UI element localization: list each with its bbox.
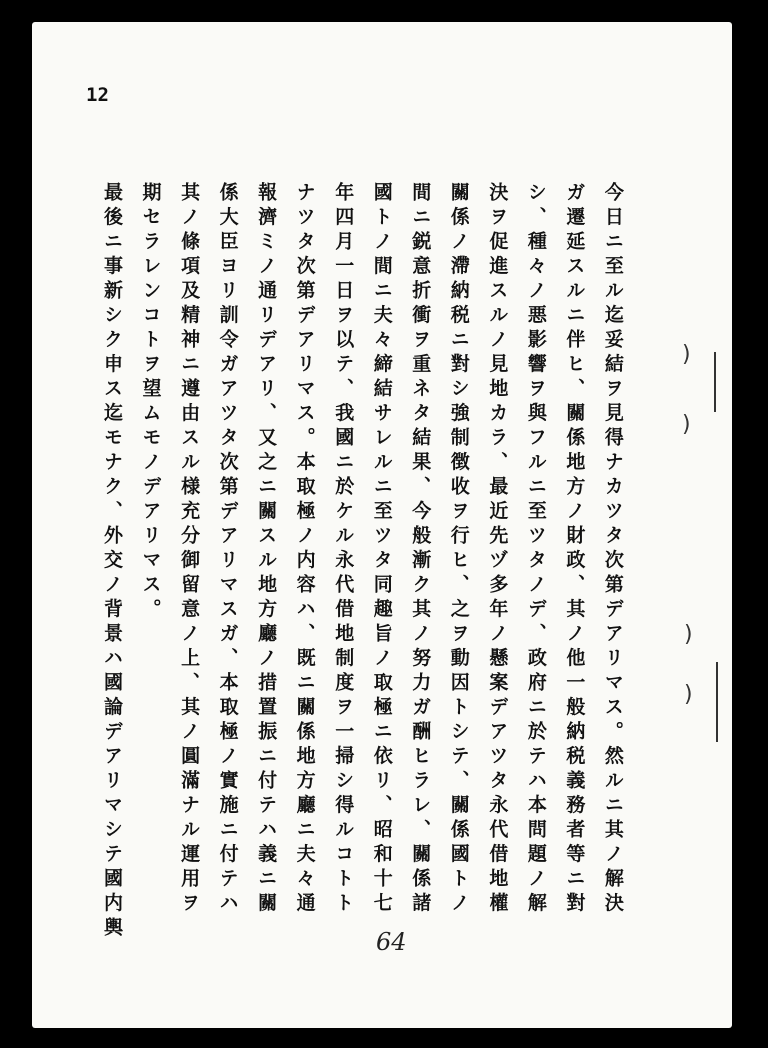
text-column: 期セラレンコトヲ望ムモノデアリマス。	[139, 182, 162, 623]
text-column: 係大臣ヨリ訓令ガアツタ次第デアリマスガ、本取極ノ實施ニ付テハ	[216, 182, 239, 917]
text-column: 關係ノ滯納税ニ對シ強制徴收ヲ行ヒ、之ヲ動因トシテ、關係國トノ	[447, 182, 470, 917]
text-column: 決ヲ促進スルノ見地カラ、最近先ヅ多年ノ懸案デアツタ永代借地權	[486, 182, 509, 917]
scan-artifact	[716, 662, 718, 742]
binding-hole-mark: )	[684, 682, 693, 707]
text-column: 年四月一日ヲ以テ、我國ニ於ケル永代借地制度ヲ一掃シ得ルコトト	[332, 182, 355, 917]
text-column: ナツタ次第デアリマス。本取極ノ内容ハ、既ニ關係地方廳ニ夫々通	[293, 182, 316, 917]
handwritten-folio-number: 64	[376, 928, 407, 956]
text-column: 國トノ間ニ夫々締結サレルニ至ツタ同趣旨ノ取極ニ依リ、昭和十七	[370, 182, 393, 917]
binding-hole-mark: )	[682, 412, 691, 437]
text-column: 報濟ミノ通リデアリ、又之ニ關スル地方廳ノ措置振ニ付テハ義ニ關	[255, 182, 278, 917]
text-column: シ、種々ノ悪影響ヲ與フルニ至ツタノデ、政府ニ於テハ本問題ノ解	[524, 182, 547, 917]
document-page	[32, 22, 732, 1028]
page-number: 12	[86, 84, 109, 106]
text-column: 今日ニ至ル迄妥結ヲ見得ナカツタ次第デアリマス。然ルニ其ノ解決	[601, 182, 624, 917]
binding-hole-mark: )	[682, 342, 691, 367]
binding-hole-mark: )	[684, 622, 693, 647]
text-column: ガ遷延スルニ伴ヒ、關係地方ノ財政、其ノ他一般納税義務者等ニ對	[563, 182, 586, 917]
text-column: 間ニ鋭意折衝ヲ重ネタ結果、今般漸ク其ノ努力ガ酬ヒラレ、關係諸	[409, 182, 432, 917]
text-column: 最後ニ事新シク申ス迄モナク、外交ノ背景ハ國論デアリマシテ國内輿	[101, 182, 123, 942]
text-column: 其ノ條項及精神ニ遵由スル様充分御留意ノ上、其ノ圓滿ナル運用ヲ	[178, 182, 201, 917]
scan-artifact	[714, 352, 716, 412]
